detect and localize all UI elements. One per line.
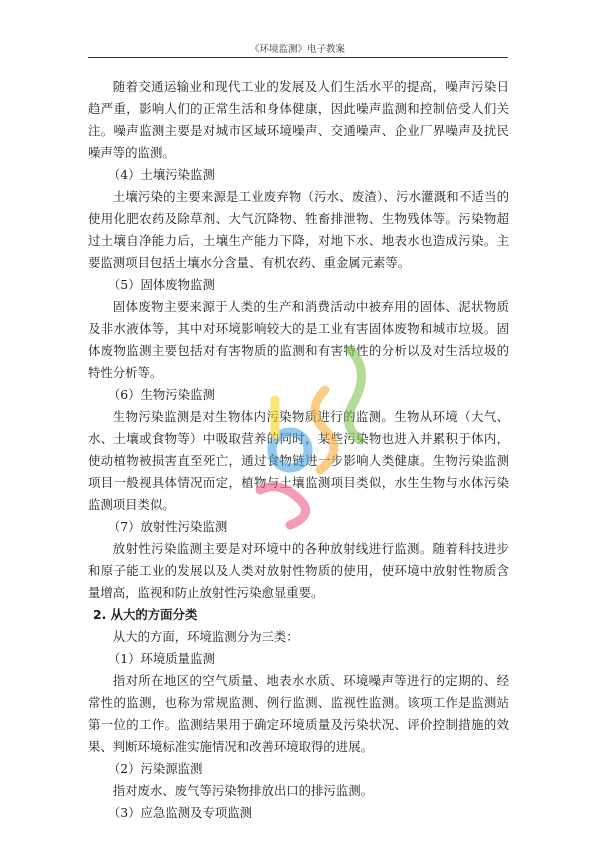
- section-subheading: （1）环境质量监测: [107, 651, 215, 666]
- section-subheading: （6）生物污染监测: [107, 387, 215, 402]
- section-subheading: （2）污染源监测: [107, 761, 203, 776]
- paragraph: 指对废水、废气等污染物排放出口的排污监测。: [112, 783, 373, 798]
- section-subheading: （4）土壤污染监测: [107, 167, 215, 182]
- paragraph: 指对所在地区的空气质量、地表水水质、环境噪声等进行的定期的、经常性的监测，也称为常规监测、例行监测、监视性监测。该项工作是监测站第一位的工作。监测结果用于确定环境质量及污染状况、评价控制措施的效果、判断环境标准实施情况和改善环境取得的进展。: [88, 673, 509, 754]
- paragraph: 生物污染监测是对生物体内污染物质进行的监测。生物从环境（大气、水、土壤或食物等）中吸取营养的同时，某些污染物也进入并累积于体内，使动植物被损害直至死亡，通过食物链进一步影响人类健康。生物污染监测项目一般视具体情况而定，植物与土壤监测项目类似，水生生物与水体污染监测项目类似。: [88, 409, 509, 512]
- paragraph: 从大的方面，环境监测分为三类：: [112, 629, 299, 644]
- header-divider: [88, 57, 508, 58]
- paragraph: 随着交通运输业和现代工业的发展及人们生活水平的提高，噪声污染日趋严重，影响人们的正常生活和身体健康，因此噪声监测和控制倍受人们关注。噪声监测主要是对城市区域环境噪声、交通噪声、企业厂界噪声及扰民噪声等的监测。: [88, 79, 509, 160]
- section-subheading: （5）固体废物监测: [107, 277, 215, 292]
- section-subheading: （7）放射性污染监测: [107, 519, 228, 534]
- paragraph: 放射性污染监测主要是对环境中的各种放射线进行监测。随着科技进步和原子能工业的发展以及人类对放射性物质的使用，使环境中放射性物质含量增高，监视和防止放射性污染愈显重要。: [88, 541, 509, 600]
- paragraph: 土壤污染的主要来源是工业废弃物（污水、废渣）、污水灌溉和不适当的使用化肥农药及除草剂、大气沉降物、牲畜排泄物、生物残体等。污染物超过土壤自净能力后，土壤生产能力下降，对地下水、地表水也造成污染。主要监测项目包括土壤水分含量、有机农药、重金属元素等。: [88, 189, 509, 270]
- paragraph: 固体废物主要来源于人类的生产和消费活动中被弃用的固体、泥状物质及非水液体等，其中对环境影响较大的是工业有害固体废物和城市垃圾。固体废物监测主要包括对有害物质的监测和有害特性的分析以及对生活垃圾的特性分析等。: [88, 299, 509, 380]
- page-content: [88, 76, 509, 824]
- section-subheading: （3）应急监测及专项监测: [107, 805, 253, 820]
- section-heading: 2. 从大的方面分类: [92, 607, 198, 622]
- page-header: 《环境监测》电子教案: [249, 44, 345, 55]
